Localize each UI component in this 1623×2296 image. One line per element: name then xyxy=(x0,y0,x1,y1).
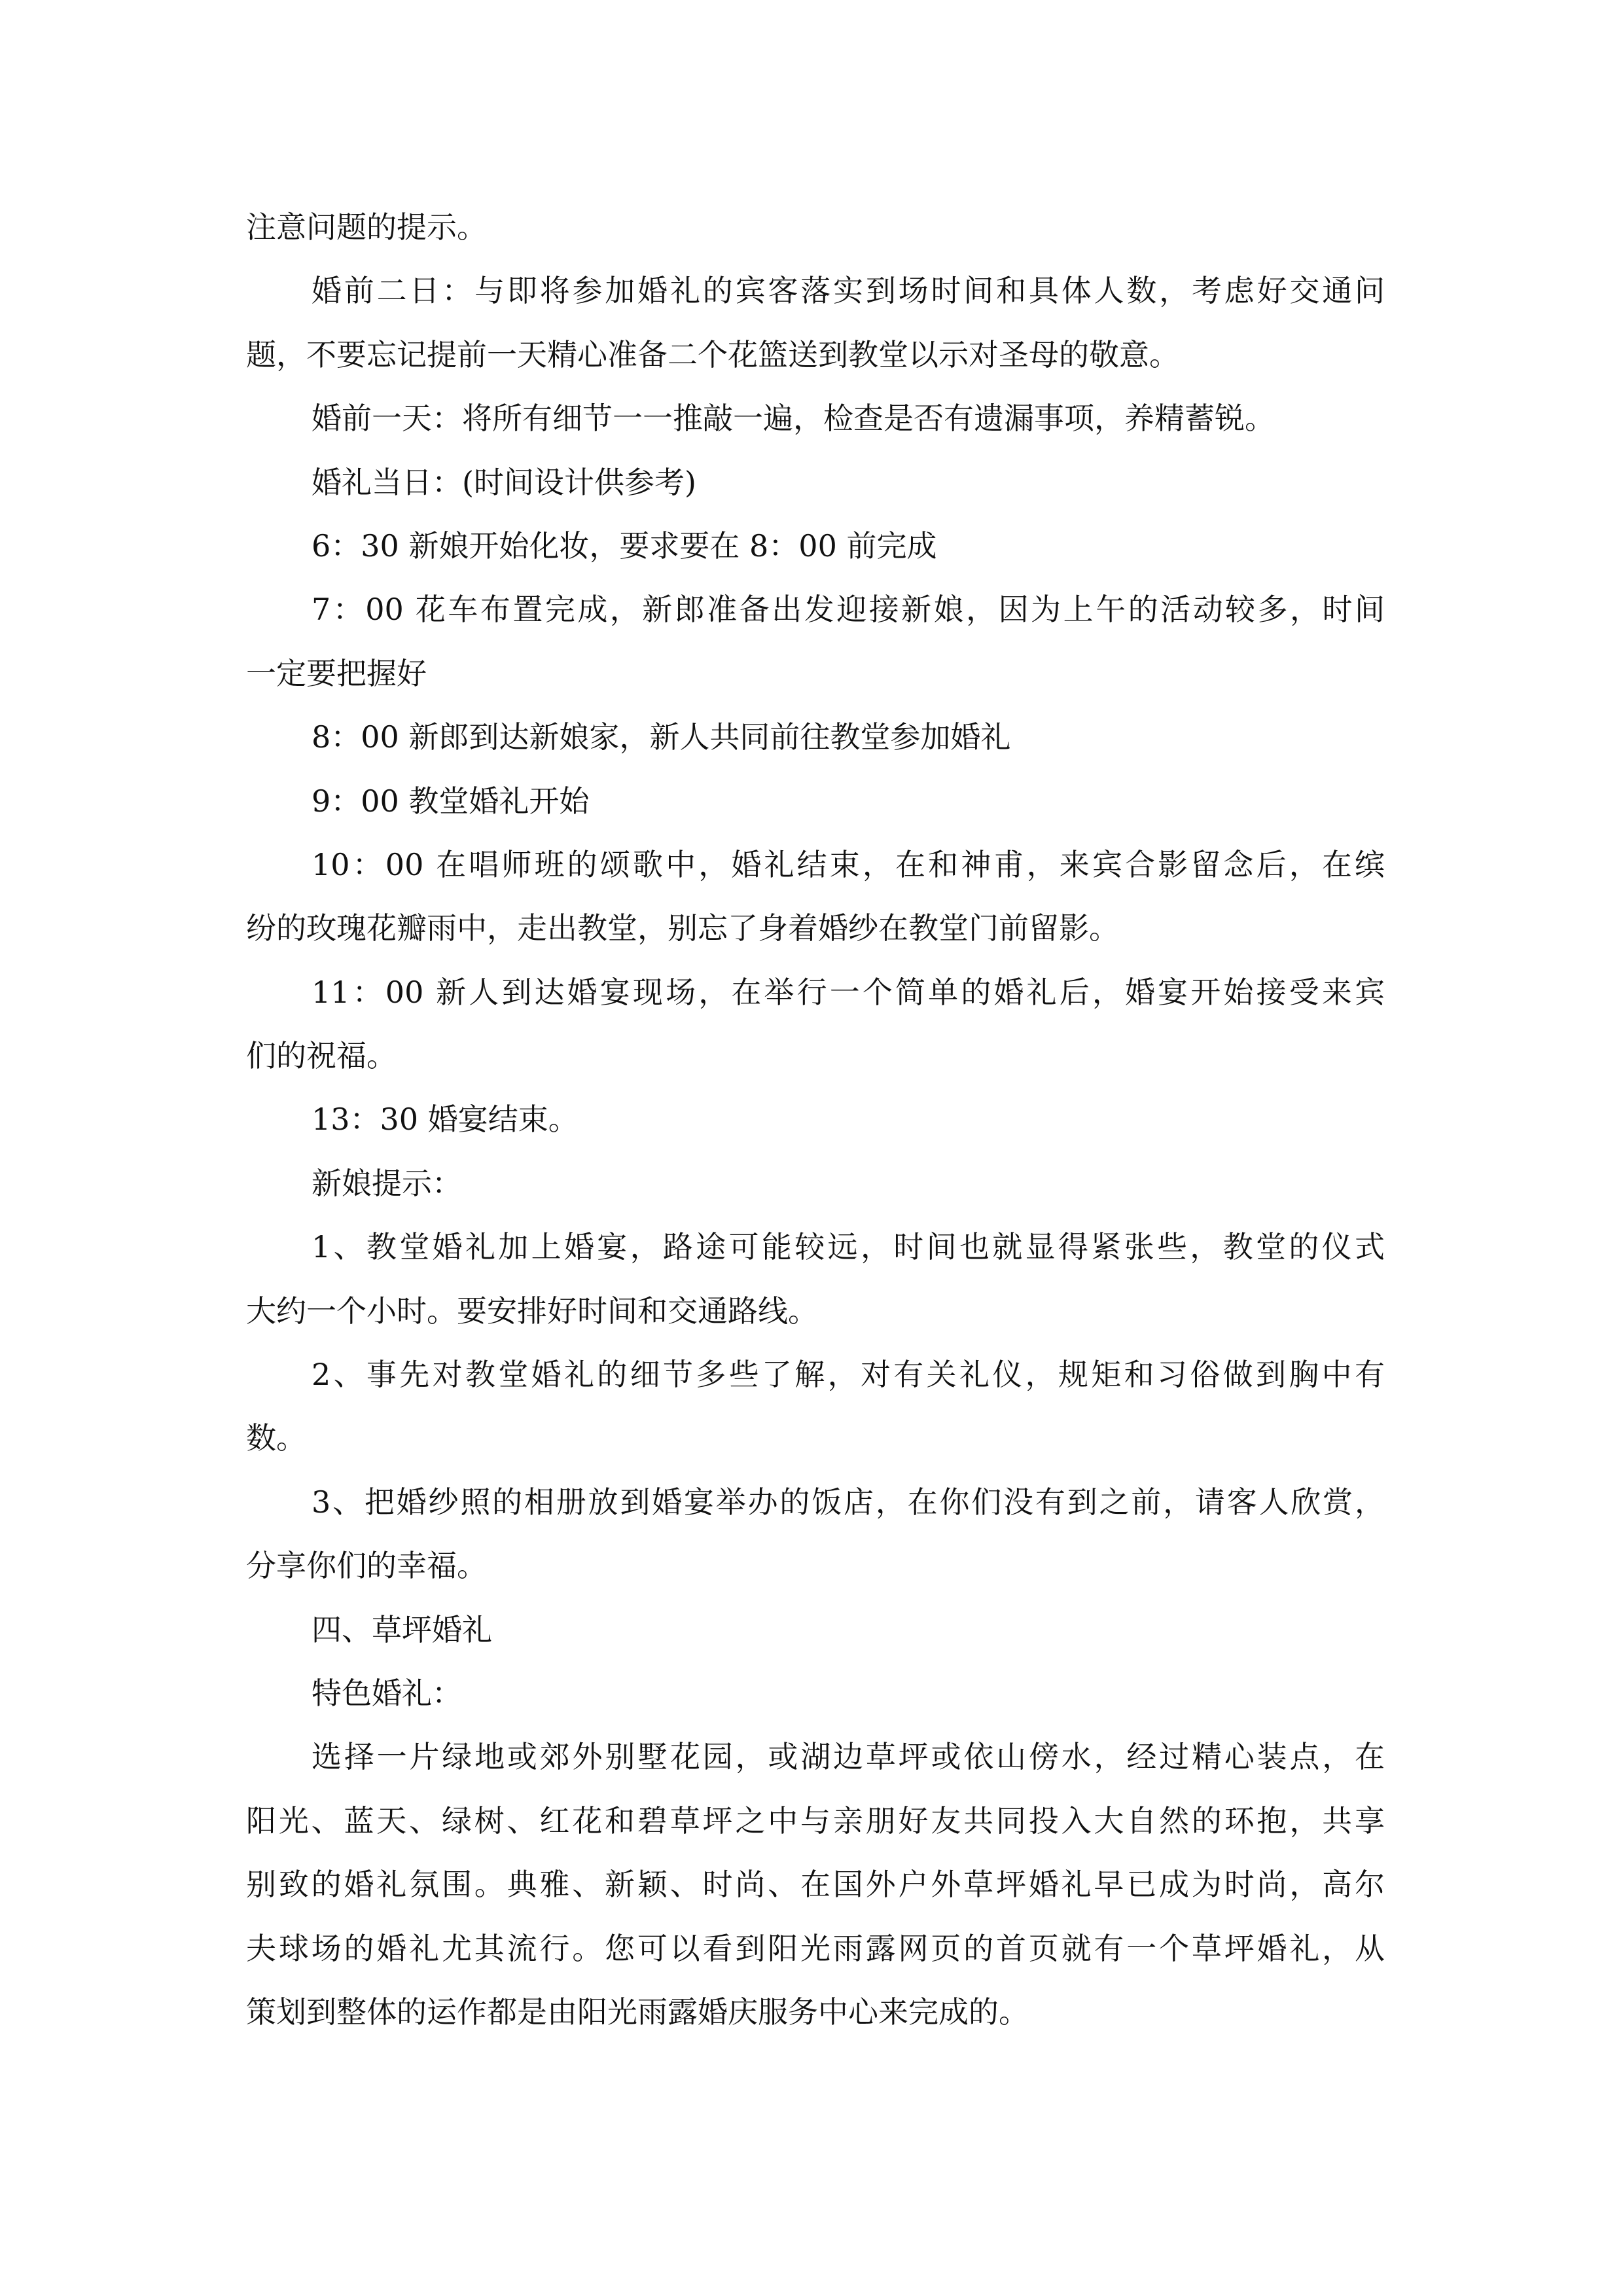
paragraph xyxy=(246,1662,1385,1725)
text-line: 2、事先对教堂婚礼的细节多些了解，对有关礼仪，规矩和习俗做到胸中有 xyxy=(312,1357,1385,1393)
paragraph xyxy=(246,1152,1385,1215)
paragraph xyxy=(246,451,1385,514)
text-line: 1、教堂婚礼加上婚宴，路途可能较远，时间也就显得紧张些，教堂的仪式 xyxy=(312,1229,1385,1265)
paragraph xyxy=(246,578,1385,706)
paragraph xyxy=(246,514,1385,578)
text-line: 6：30 新娘开始化妆，要求要在 8：00 前完成 xyxy=(312,528,937,564)
text-line: 策划到整体的运作都是由阳光雨露婚庆服务中心来完成的。 xyxy=(246,1994,1029,2030)
paragraph xyxy=(246,706,1385,769)
text-line: 9：00 教堂婚礼开始 xyxy=(312,783,590,819)
text-line: 别致的婚礼氛围。典雅、新颖、时尚、在国外户外草坪婚礼早已成为时尚，高尔 xyxy=(246,1867,1385,1903)
text-line: 婚前二日：与即将参加婚礼的宾客落实到场时间和具体人数，考虑好交通问 xyxy=(312,273,1385,309)
paragraph xyxy=(246,259,1385,387)
paragraph xyxy=(246,833,1385,961)
paragraph xyxy=(246,1471,1385,1598)
document-body xyxy=(246,196,1385,2044)
paragraph xyxy=(246,770,1385,833)
text-line: 纷的玫瑰花瓣雨中，走出教堂，别忘了身着婚纱在教堂门前留影。 xyxy=(246,910,1119,946)
text-line: 阳光、蓝天、绿树、红花和碧草坪之中与亲朋好友共同投入大自然的环抱，共享 xyxy=(246,1803,1385,1839)
text-line: 选择一片绿地或郊外别墅花园，或湖边草坪或依山傍水，经过精心装点，在 xyxy=(312,1739,1385,1775)
text-line: 注意问题的提示。 xyxy=(246,209,487,245)
paragraph xyxy=(246,387,1385,450)
text-line: 10：00 在唱师班的颂歌中，婚礼结束，在和神甫，来宾合影留念后，在缤 xyxy=(312,846,1385,882)
paragraph xyxy=(246,961,1385,1088)
paragraph xyxy=(246,1215,1385,1343)
paragraph xyxy=(246,196,1385,259)
text-line: 婚礼当日：(时间设计供参考) xyxy=(312,464,696,500)
paragraph xyxy=(246,1088,1385,1151)
text-line: 们的祝福。 xyxy=(246,1038,397,1074)
text-line: 11：00 新人到达婚宴现场，在举行一个简单的婚礼后，婚宴开始接受来宾 xyxy=(312,974,1385,1010)
text-line: 分享你们的幸福。 xyxy=(246,1548,487,1584)
paragraph xyxy=(246,1343,1385,1471)
text-line: 大约一个小时。要安排好时间和交通路线。 xyxy=(246,1293,818,1329)
text-line: 婚前一天：将所有细节一一推敲一遍，检查是否有遗漏事项，养精蓄锐。 xyxy=(312,401,1275,437)
text-line: 夫球场的婚礼尤其流行。您可以看到阳光雨露网页的首页就有一个草坪婚礼，从 xyxy=(246,1930,1385,1966)
text-line: 13：30 婚宴结束。 xyxy=(312,1102,579,1138)
text-line: 7：00 花车布置完成，新郎准备出发迎接新娘，因为上午的活动较多，时间 xyxy=(312,592,1385,628)
text-line: 8：00 新郎到达新娘家，新人共同前往教堂参加婚礼 xyxy=(312,719,1011,755)
text-line: 题，不要忘记提前一天精心准备二个花篮送到教堂以示对圣母的敬意。 xyxy=(246,336,1179,372)
paragraph xyxy=(246,1725,1385,2044)
text-line: 一定要把握好 xyxy=(246,655,427,691)
text-line: 特色婚礼： xyxy=(312,1675,462,1711)
text-line: 新娘提示： xyxy=(312,1165,462,1201)
paragraph xyxy=(246,1598,1385,1662)
text-line: 数。 xyxy=(246,1420,306,1456)
text-line: 四、草坪婚礼 xyxy=(312,1611,492,1647)
text-line: 3、把婚纱照的相册放到婚宴举办的饭店，在你们没有到之前，请客人欣赏， xyxy=(312,1484,1385,1520)
